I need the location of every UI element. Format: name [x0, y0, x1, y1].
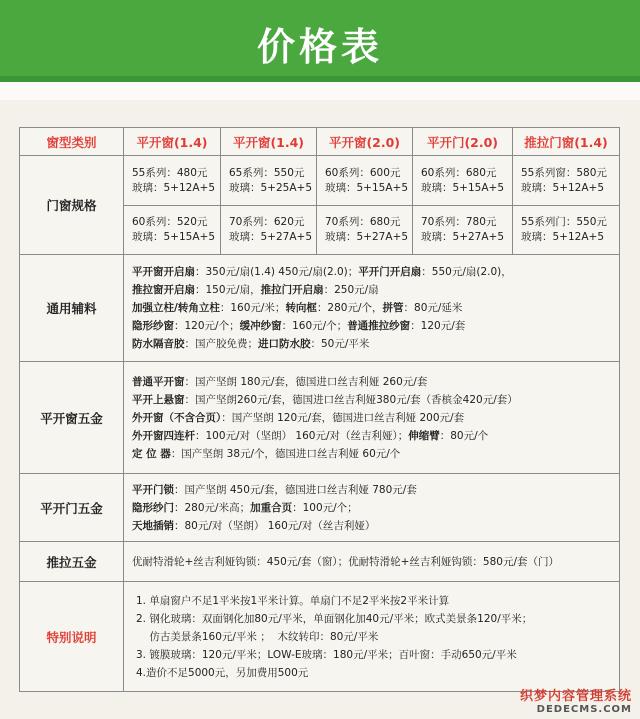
header-cell: 平开窗(2.0) — [317, 128, 413, 156]
casement-line: 普通平开窗：国产坚朗 180元/套，德国进口丝吉利娅 260元/套 — [132, 375, 428, 388]
casement-cell — [124, 362, 620, 474]
spec-cell: 60系列：680元 玻璃：5+15A+5 — [413, 156, 513, 206]
table-header-row — [20, 128, 620, 156]
header-cell: 推拉门窗(1.4) — [513, 128, 620, 156]
header-cell: 窗型类别 — [20, 128, 124, 156]
page-title: 价格表 — [256, 25, 383, 69]
row-label-spec: 门窗规格 — [20, 156, 124, 255]
row-label-sliding: 推拉五金 — [20, 542, 124, 582]
header-divider — [0, 82, 640, 100]
general-line: 防水隔音胶：国产胶免费；进口防水胶：50元/平米 — [132, 338, 370, 350]
spec-cell: 60系列：520元 玻璃：5+15A+5 — [124, 206, 221, 255]
general-line: 加强立柱/转角立柱：160元/米；转向框：280元/个，拼管：80元/延米 — [132, 302, 463, 314]
header-banner — [0, 0, 640, 92]
general-line: 平开窗开启扇：350元/扇(1.4) 450元/扇(2.0)；平开门开启扇：550元/扇(2.0)， — [132, 266, 512, 278]
note-line: 1. 单扇窗户不足1平米按1平米计算。单扇门不足2平米按2平米计算 — [136, 594, 450, 607]
door-cell — [124, 474, 620, 542]
spec-cell: 55系列：480元 玻璃：5+12A+5 — [124, 156, 221, 206]
table-row — [20, 474, 620, 542]
note-line: 3. 镀膜玻璃：120元/平米；LOW-E玻璃：180元/平米；百叶窗：手动650元/平米 — [136, 648, 517, 661]
spec-cell: 65系列：550元 玻璃：5+25A+5 — [221, 156, 317, 206]
watermark-line2: DEDECMS.COM — [536, 704, 632, 715]
note-line: 仿古美景条160元/平米 ； 木纹转印：80元/平米 — [136, 630, 379, 643]
header-cell: 平开窗(1.4) — [221, 128, 317, 156]
spec-cell: 55系列门：550元 玻璃：5+12A+5 — [513, 206, 620, 255]
casement-line: 外开窗四连杆：100元/对（坚朗） 160元/对（丝吉利娅）；伸缩臂：80元/个 — [132, 429, 489, 442]
notes-cell — [124, 582, 620, 692]
header-cell: 平开门(2.0) — [413, 128, 513, 156]
row-label-door: 平开门五金 — [20, 474, 124, 542]
casement-line: 定 位 器：国产坚朗 38元/个，德国进口丝吉利娅 60元/个 — [132, 447, 401, 460]
table-row — [20, 255, 620, 362]
spec-cell: 70系列：680元 玻璃：5+27A+5 — [317, 206, 413, 255]
note-line: 4.造价不足5000元，另加费用500元 — [136, 666, 309, 679]
site-watermark — [520, 685, 632, 715]
row-label-notes: 特别说明 — [20, 582, 124, 692]
header-cell: 平开窗(1.4) — [124, 128, 221, 156]
table-row — [20, 362, 620, 474]
general-cell — [124, 255, 620, 362]
door-line: 天地插销：80元/对（坚朗） 160元/对（丝吉利娅） — [132, 519, 376, 532]
price-table — [19, 127, 620, 692]
door-line: 平开门锁：国产坚朗 450元/套，德国进口丝吉利娅 780元/套 — [132, 483, 417, 496]
row-label-general: 通用辅料 — [20, 255, 124, 362]
table-row — [20, 156, 620, 206]
row-label-casement: 平开窗五金 — [20, 362, 124, 474]
spec-cell: 55系列窗：580元 玻璃：5+12A+5 — [513, 156, 620, 206]
watermark-line1: 织梦内容管理系统 — [519, 689, 632, 704]
sliding-text: 优耐特滑轮+丝吉利娅钩锁：450元/套（窗）；优耐特滑轮+丝吉利娅钩锁：580元/套（门） — [132, 555, 560, 568]
sliding-cell — [124, 542, 620, 582]
table-row — [20, 542, 620, 582]
spec-cell: 70系列：780元 玻璃：5+27A+5 — [413, 206, 513, 255]
general-line: 推拉窗开启扇：150元/扇，推拉门开启扇：250元/扇 — [132, 284, 379, 296]
spec-cell: 70系列：620元 玻璃：5+27A+5 — [221, 206, 317, 255]
casement-line: 平开上悬窗：国产坚朗260元/套，德国进口丝吉利娅380元/套（香槟金420元/套） — [132, 393, 518, 406]
note-line: 2. 钢化玻璃：双面钢化加80元/平米，单面钢化加40元/平米；欧式美景条120/平米； — [136, 612, 533, 625]
casement-line: 外开窗（不含合页）：国产坚朗 120元/套，德国进口丝吉利娅 200元/套 — [132, 411, 465, 424]
spec-cell: 60系列：600元 玻璃：5+15A+5 — [317, 156, 413, 206]
door-line: 隐形纱门：280元/米高；加重合页：100元/个； — [132, 501, 358, 514]
general-line: 隐形纱窗：120元/个；缓冲纱窗：160元/个；普通推拉纱窗：120元/套 — [132, 320, 466, 332]
table-row — [20, 582, 620, 692]
